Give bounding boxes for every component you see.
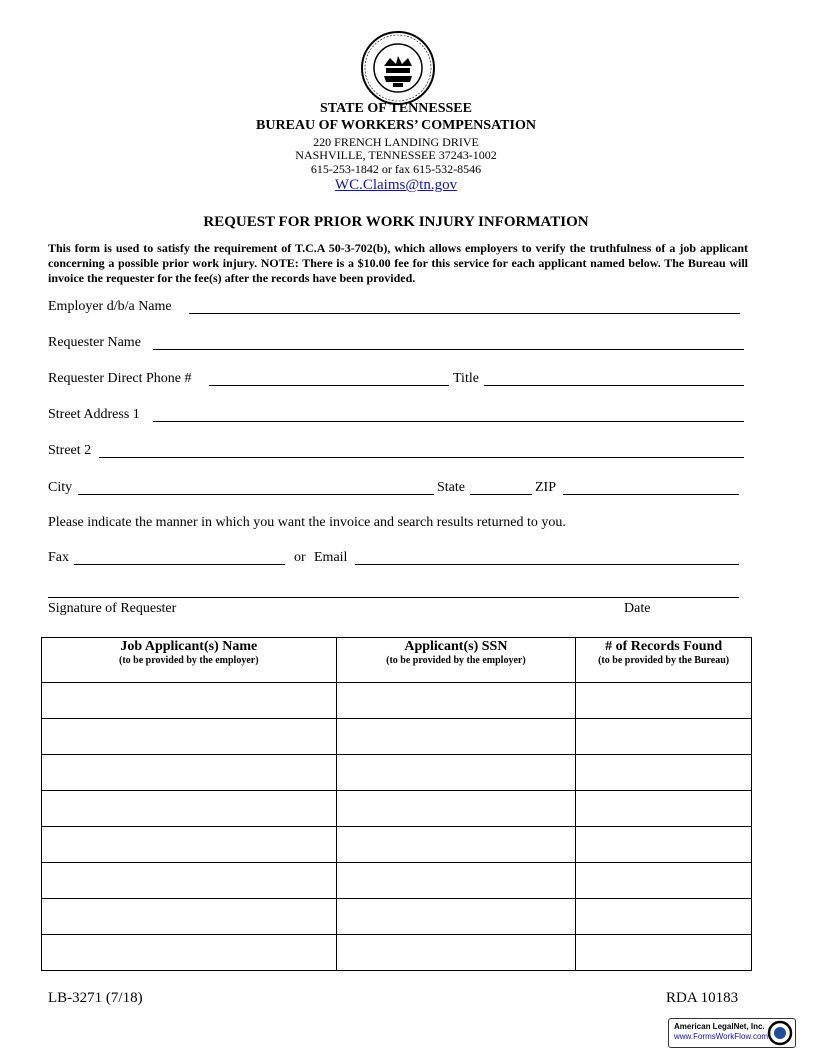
phone-fax: 615-253-1842 or fax 615-532-8546 [310, 162, 482, 176]
table-row [42, 791, 752, 827]
state-input[interactable] [470, 494, 532, 495]
name-cell[interactable] [42, 755, 337, 791]
ssn-cell[interactable] [336, 719, 576, 755]
col-header-ssn: Applicant(s) SSN (to be provided by the employer) [336, 638, 576, 683]
ssn-cell[interactable] [336, 899, 576, 935]
records-cell[interactable] [576, 935, 752, 971]
name-cell[interactable] [42, 863, 337, 899]
signature-input[interactable] [48, 597, 739, 598]
table-row [42, 899, 752, 935]
records-cell[interactable] [576, 755, 752, 791]
ssn-cell[interactable] [336, 755, 576, 791]
ssn-cell[interactable] [336, 935, 576, 971]
records-cell[interactable] [576, 863, 752, 899]
street2-input[interactable] [99, 457, 744, 458]
ssn-cell[interactable] [336, 827, 576, 863]
ssn-cell[interactable] [336, 863, 576, 899]
col-header-name: Job Applicant(s) Name (to be provided by the employer) [42, 638, 337, 683]
email-input[interactable] [355, 564, 739, 565]
agency-state: STATE OF TENNESSEE [320, 101, 472, 116]
ssn-cell[interactable] [336, 683, 576, 719]
name-cell[interactable] [42, 719, 337, 755]
table-row [42, 827, 752, 863]
records-cell[interactable] [576, 827, 752, 863]
form-number: LB-3271 (7/18) [48, 990, 143, 1006]
zip-input[interactable] [563, 494, 739, 495]
contact-email-link[interactable]: WC.Claims@tn.gov [334, 177, 458, 193]
records-cell[interactable] [576, 719, 752, 755]
ssn-cell[interactable] [336, 791, 576, 827]
state-seal [360, 30, 436, 106]
name-cell[interactable] [42, 683, 337, 719]
city-label: City [48, 480, 73, 495]
publisher-name: American LegalNet, Inc. [674, 1022, 765, 1031]
publisher-url: www.FormsWorkFlow.com [674, 1032, 769, 1041]
city-input[interactable] [78, 494, 434, 495]
agency-bureau: BUREAU OF WORKERS’ COMPENSATION [256, 118, 536, 133]
name-cell[interactable] [42, 935, 337, 971]
intro-paragraph: This form is used to satisfy the requirement of T.C.A 50-3-702(b), which allows employers to verify the truthfulness of a job applicant concerning a possible prior work injury. NOTE: There is a $10.00 fee for this service for each applicant named below. The Bureau will invoice the requester for the fee(s) after the records have been provided. [48, 241, 748, 285]
street2-label: Street 2 [48, 443, 92, 458]
address-line-1: 220 FRENCH LANDING DRIVE [313, 135, 479, 149]
name-cell[interactable] [42, 827, 337, 863]
fax-label: Fax [48, 550, 69, 565]
globe-icon [767, 1020, 793, 1046]
name-cell[interactable] [42, 899, 337, 935]
records-cell[interactable] [576, 791, 752, 827]
employer-label: Employer d/b/a Name [48, 299, 172, 314]
address-line-2: NASHVILLE, TENNESSEE 37243-1002 [295, 148, 497, 162]
email-label: Email [314, 550, 348, 565]
applicant-table [41, 637, 752, 971]
col-header-records: # of Records Found (to be provided by the Bureau) [576, 638, 752, 683]
employer-input[interactable] [189, 313, 740, 314]
table-row [42, 719, 752, 755]
table-row [42, 863, 752, 899]
street1-input[interactable] [153, 421, 744, 422]
phone-label: Requester Direct Phone # [48, 371, 192, 386]
signature-label: Signature of Requester [48, 601, 177, 616]
phone-input[interactable] [209, 385, 449, 386]
records-cell[interactable] [576, 683, 752, 719]
title-label: Title [453, 371, 479, 386]
street1-label: Street Address 1 [48, 407, 140, 422]
records-cell[interactable] [576, 899, 752, 935]
rda-number: RDA 10183 [666, 990, 739, 1006]
fax-input[interactable] [74, 564, 285, 565]
delivery-instructions: Please indicate the manner in which you want the invoice and search results returned to you. [48, 515, 566, 530]
date-label: Date [624, 601, 651, 616]
name-cell[interactable] [42, 791, 337, 827]
requester-input[interactable] [153, 349, 744, 350]
zip-label: ZIP [535, 480, 556, 495]
title-input[interactable] [484, 385, 744, 386]
table-row [42, 755, 752, 791]
requester-label: Requester Name [48, 335, 141, 350]
table-row [42, 935, 752, 971]
or-label: or [294, 550, 306, 565]
publisher-logo[interactable] [668, 1018, 796, 1048]
state-label: State [437, 480, 465, 495]
form-title: REQUEST FOR PRIOR WORK INJURY INFORMATION [203, 214, 589, 230]
table-row [42, 683, 752, 719]
